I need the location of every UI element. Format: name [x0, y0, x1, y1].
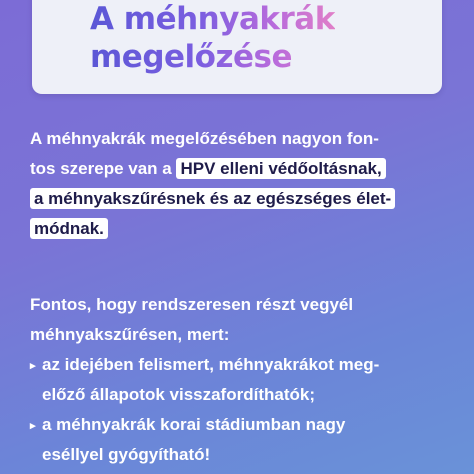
bullet-1-line-1	[30, 350, 446, 380]
page-title	[90, 0, 335, 76]
bullet-1-text-1: az idejében felismert, méhnyakrákot meg-	[42, 355, 380, 374]
highlight-screening-lifestyle: a méhnyakszűrésnek és az egészséges élet-	[30, 188, 395, 209]
title-line-2: megelőzése	[90, 39, 293, 75]
paragraph-1-line-3	[30, 184, 446, 214]
body-text	[30, 124, 446, 470]
paragraph-1-line-1: A méhnyakrák megelőzésében nagyon fon-	[30, 129, 379, 148]
triangle-bullet-icon: ▸	[30, 420, 36, 432]
title-line-1: A méhnyakrák	[90, 1, 335, 37]
triangle-bullet-icon: ▸	[30, 360, 36, 372]
paragraph-2-line-2: méhnyakszűrésen, mert:	[30, 325, 230, 344]
paragraph-1-line-2	[30, 154, 446, 184]
highlight-lifestyle-end: módnak.	[30, 218, 108, 239]
paragraph-gap	[30, 244, 446, 290]
bullet-2-line-2: eséllyel gyógyítható!	[42, 445, 211, 464]
paragraph-1-line-2-text: tos szerepe van a	[30, 159, 177, 178]
paragraph-2-line-1: Fontos, hogy rendszeresen részt vegyél	[30, 295, 354, 314]
bullet-1-line-2: előző állapotok visszafordíthatók;	[42, 385, 315, 404]
bullet-2-line-1	[30, 410, 446, 440]
bullet-2-text-1: a méhnyakrák korai stádiumban nagy	[42, 415, 346, 434]
highlight-hpv-vaccine: HPV elleni védőoltásnak,	[176, 158, 385, 179]
paragraph-1-line-4	[30, 214, 446, 244]
title-card	[32, 0, 442, 94]
